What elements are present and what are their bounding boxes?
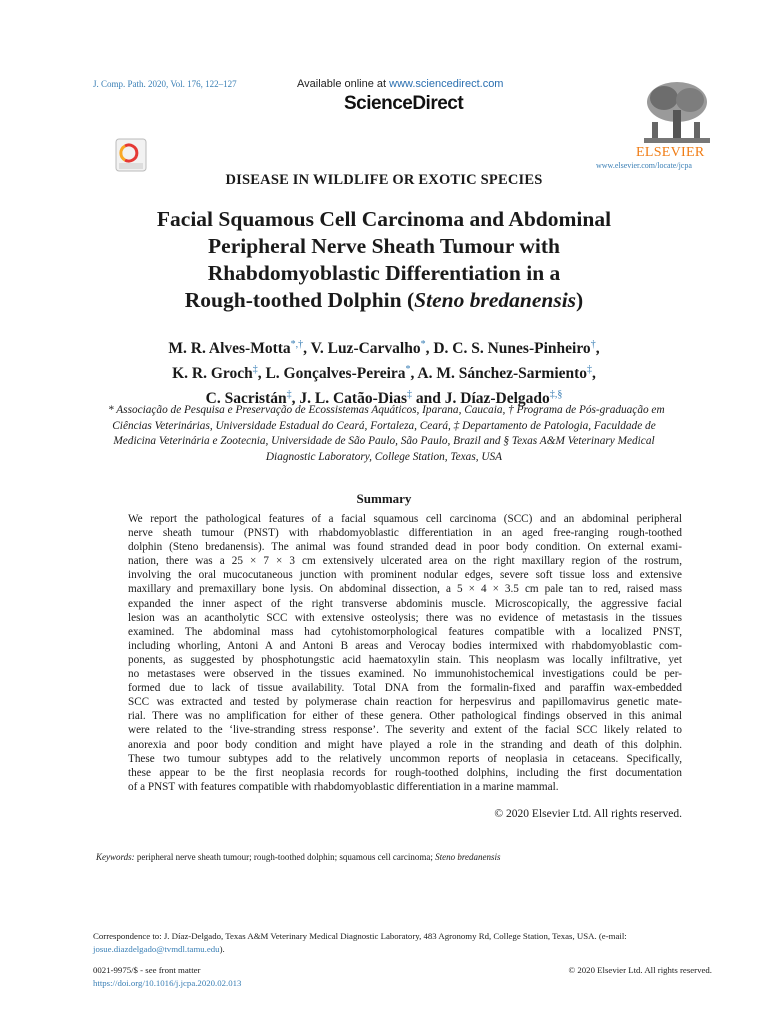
- summary-line: ponents, as suggested by phosphotungstic acid haematoxylin stain. This neoplasm was locally infiltrative, yet: [128, 653, 682, 666]
- summary-line: of a PNST with features compatible with rhabdomyoblastic differentiation in a marine mammal.: [128, 780, 559, 793]
- summary-line: rial. There was no amplification for either of these genera. Other pathological findings observed in this animal: [128, 710, 682, 723]
- summary-line: nerve sheath tumour (PNST) with rhabdomyoblastic differentiation in an aged free-ranging rough-toothed: [128, 527, 682, 540]
- sciencedirect-logo: ScienceDirect: [344, 93, 464, 114]
- author-name[interactable]: D. C. S. Nunes-Pinheiro: [433, 340, 591, 358]
- affiliations: [108, 403, 665, 465]
- affiliation-mark[interactable]: *,†: [290, 339, 304, 350]
- summary-line: These two tumour subtypes add to the relatively uncommon reports of neoplasia in cetaceans. Specifically,: [128, 752, 682, 765]
- check-for-updates-icon[interactable]: [115, 138, 147, 172]
- article-title: [80, 206, 688, 314]
- affiliation-mark[interactable]: *: [405, 364, 411, 376]
- author-name[interactable]: K. R. Groch: [172, 365, 253, 383]
- author-line: M. R. Alves-Motta*,†, V. Luz-Carvalho*, D. C. S. Nunes-Pinheiro†,: [168, 339, 600, 358]
- summary-line: dolphin (Steno bredanensis). The animal was found stranded dead in poor body condition. On external exami-: [128, 541, 682, 554]
- affiliation-mark[interactable]: ‡: [252, 364, 258, 376]
- summary-heading: Summary: [356, 491, 412, 506]
- email-link[interactable]: josue.diazdelgado@tvmdl.tamu.edu: [93, 944, 220, 954]
- author-line: C. Sacristán‡, J. L. Catão-Dias‡ and J. Díaz-Delgado‡,§: [205, 389, 563, 408]
- summary-line: these appear to be the first neoplasia records for rough-toothed dolphins, including the first documentation: [128, 766, 682, 779]
- author-name[interactable]: J. L. Catão-Dias: [299, 390, 408, 408]
- summary-body: [128, 512, 682, 794]
- species-name: Steno bredanensis: [414, 288, 577, 312]
- affiliation-mark[interactable]: †: [590, 339, 596, 350]
- summary-line: no metastases were observed in the tissues examined. No immunohistochemical investigations could be per-: [128, 668, 682, 681]
- elsevier-tree-logo: [640, 80, 714, 148]
- elsevier-wordmark: ELSEVIER: [636, 145, 705, 160]
- correspondence-line: josue.diazdelgado@tvmdl.tamu.edu).: [93, 944, 225, 954]
- summary-line: maxillary and premaxillary bone lysis. On abdominal dissection, a 5 × 4 × 3.5 cm pale tan to red, raised mass: [128, 583, 682, 596]
- title-line: Facial Squamous Cell Carcinoma and Abdominal: [156, 207, 612, 231]
- affiliation-mark[interactable]: *: [420, 339, 426, 350]
- summary-line: including whorling, Antoni A and Antoni B areas and Verocay bodies intermixed with rhabdomyoblastic com-: [128, 639, 682, 652]
- author-list: [80, 334, 688, 409]
- author-name[interactable]: J. Díaz-Delgado: [444, 390, 550, 408]
- section-heading: DISEASE IN WILDLIFE OR EXOTIC SPECIES: [225, 172, 543, 188]
- author-name[interactable]: L. Gonçalves-Pereira: [265, 365, 406, 383]
- footer-copyright: © 2020 Elsevier Ltd. All rights reserved.: [568, 965, 712, 975]
- available-online: Available online at www.sciencedirect.com: [297, 78, 504, 90]
- summary-line: involving the oral mucocutaneous junction with prominent nodular edges, severe soft tissue loss and extensive: [128, 569, 682, 582]
- keywords: [96, 852, 501, 862]
- doi-link[interactable]: https://doi.org/10.1016/j.jcpa.2020.02.013: [93, 978, 242, 988]
- title-line: Peripheral Nerve Sheath Tumour with: [208, 234, 560, 258]
- affiliation-mark[interactable]: ‡: [286, 389, 292, 401]
- affiliation-line: * Associação de Pesquisa e Preservação de Ecossistemas Aquáticos, Iparana, Caucaia, † Programa de Pós-graduação em: [108, 404, 665, 416]
- author-name[interactable]: A. M. Sánchez-Sarmiento: [417, 365, 588, 383]
- title-line: Rough-toothed Dolphin (Steno bredanensis): [184, 288, 584, 312]
- affiliation-mark[interactable]: ‡: [587, 364, 593, 376]
- affiliation-mark[interactable]: ‡,§: [549, 389, 563, 401]
- correspondence-line: Correspondence to: J. Díaz-Delgado, Texas A&M Veterinary Medical Diagnostic Laboratory, 483 Agronomy Rd, College Station, Texas, USA. (e-mail:: [93, 931, 627, 941]
- summary-line: nation, there was a 25 × 7 × 3 cm extensively ulcerated area on the right maxillary region of the rostrum,: [128, 555, 682, 568]
- author-name[interactable]: M. R. Alves-Motta: [168, 340, 291, 358]
- sciencedirect-link[interactable]: www.sciencedirect.com: [389, 78, 504, 90]
- correspondence: [93, 930, 713, 956]
- summary-line: examined. The abdominal mass had cytohistomorphological features compatible with a localized PNST,: [128, 625, 682, 638]
- affiliation-line: Ciências Veterinárias, Universidade Estadual do Ceará, Fortaleza, Ceará, ‡ Departamento de Patologia, Faculdade de: [112, 419, 656, 432]
- issn: 0021-9975/$ - see front matter: [93, 965, 201, 975]
- summary-line: lesion was an acantholytic SCC with extensive osteolysis; there was no evidence of metastasis in the tissues: [128, 611, 682, 624]
- title-line: Rhabdomyoblastic Differentiation in a: [207, 261, 561, 285]
- summary-line: formed due to lack of tissue availability. Total DNA from the formalin-fixed and paraffin wax-embedded: [128, 682, 682, 695]
- summary-line: expanded the inner aspect of the right transverse abdominis muscle. Microscopically, the aggressive facial: [128, 597, 682, 610]
- affiliation-mark[interactable]: ‡: [407, 389, 413, 401]
- affiliation-line: Diagnostic Laboratory, College Station, Texas, USA: [265, 450, 503, 463]
- summary-line: were related to the ‘live-stranding stress response’. The severity and extent of the facial SCC likely related to: [128, 724, 682, 737]
- summary-line: anorexia and poor body condition and might have played a role in the stranding and death of this dolphin.: [128, 738, 682, 751]
- author-name[interactable]: C. Sacristán: [205, 390, 287, 408]
- summary-line: We report the pathological features of a facial squamous cell carcinoma (SCC) and an abdominal peripheral: [128, 513, 682, 525]
- keywords-label: Keywords:: [96, 852, 135, 862]
- affiliation-line: Medicina Veterinária e Zootecnia, Universidade de São Paulo, São Paulo, Brazil and § Texas A&M Veterinary Medical: [113, 435, 655, 447]
- author-name[interactable]: V. Luz-Carvalho: [310, 340, 421, 358]
- summary-line: SCC was extracted and tested by polymerase chain reaction for herpesvirus and papillomavirus genetic mate-: [128, 696, 682, 709]
- keywords-text: peripheral nerve sheath tumour; rough-toothed dolphin; squamous cell carcinoma;: [136, 852, 433, 862]
- journal-url[interactable]: www.elsevier.com/locate/jcpa: [596, 161, 692, 170]
- journal-citation: J. Comp. Path. 2020, Vol. 176, 122–127: [93, 79, 237, 89]
- summary-copyright: © 2020 Elsevier Ltd. All rights reserved.: [494, 808, 682, 820]
- author-line: K. R. Groch‡, L. Gonçalves-Pereira*, A. M. Sánchez-Sarmiento‡,: [172, 364, 596, 383]
- keywords-species: Steno bredanensis: [435, 852, 501, 862]
